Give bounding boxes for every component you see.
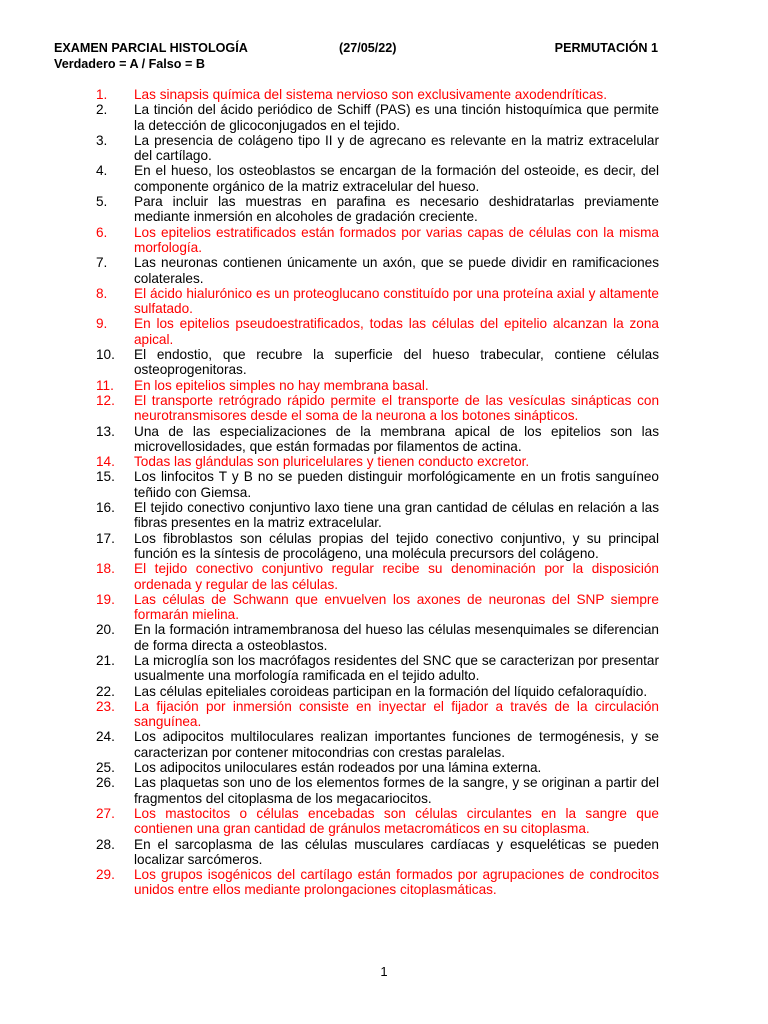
question-text: En los epitelios simples no hay membrana basal. bbox=[134, 377, 429, 393]
question-text: La microglía son los macrófagos residentes del SNC que se caracterizan por presentar usualmente una morfología ramificada en el tejido adulto. bbox=[134, 652, 659, 684]
question-item bbox=[96, 653, 659, 684]
question-number: 26. bbox=[96, 775, 115, 791]
question-number: 11. bbox=[96, 377, 114, 393]
question-text: Las neuronas contienen únicamente un axón, que se puede dividir en ramificaciones colaterales. bbox=[134, 255, 659, 286]
question-item bbox=[96, 729, 659, 760]
question-text: Los fibroblastos son células propias del tejido conectivo conjuntivo, y su principal función es la síntesis de procolágeno, una molécula precursors del colágeno. bbox=[134, 530, 659, 561]
question-number: 13. bbox=[96, 423, 115, 439]
question-text: Los linfocitos T y B no se pueden distinguir morfológicamente en un frotis sanguíneo teñido con Giemsa. bbox=[134, 469, 659, 500]
question-number: 21. bbox=[96, 652, 115, 668]
exam-header bbox=[54, 40, 658, 72]
exam-permutation: PERMUTACIÓN 1 bbox=[554, 41, 658, 55]
question-item bbox=[96, 347, 659, 378]
question-number: 29. bbox=[96, 867, 115, 883]
question-number: 10. bbox=[96, 347, 115, 363]
question-number: 9. bbox=[96, 316, 108, 332]
question-item bbox=[96, 561, 659, 592]
question-item bbox=[96, 378, 659, 393]
question-number: 28. bbox=[96, 836, 115, 852]
question-item bbox=[96, 87, 659, 102]
question-item bbox=[96, 837, 659, 868]
question-number: 27. bbox=[96, 805, 115, 821]
question-text: Los adipocitos uniloculares están rodeados por una lámina externa. bbox=[134, 760, 542, 776]
question-number: 5. bbox=[96, 194, 108, 210]
question-number: 6. bbox=[96, 224, 108, 240]
question-item bbox=[96, 163, 659, 194]
question-number: 18. bbox=[96, 561, 115, 577]
question-text: El tejido conectivo conjuntivo laxo tiene una gran cantidad de células en relación a las fibras presentes en la matriz extracelular. bbox=[134, 500, 659, 531]
question-text: En los epitelios pseudoestratificados, todas las células del epitelio alcanzan la zona apical. bbox=[134, 316, 659, 347]
question-number: 8. bbox=[96, 285, 108, 301]
question-number: 14. bbox=[96, 454, 115, 470]
question-item bbox=[96, 775, 659, 806]
question-item bbox=[96, 133, 659, 164]
question-item bbox=[96, 867, 659, 898]
question-text: La tinción del ácido periódico de Schiff (PAS) es una tinción histoquímica que permite la detección de glicoconjugados en el tejido. bbox=[134, 102, 659, 133]
question-text: Para incluir las muestras en parafina es necesario deshidratarlas previamente mediante inmersión en alcoholes de gradación creciente. bbox=[134, 194, 659, 225]
page-number: 1 bbox=[380, 964, 388, 979]
question-number: 22. bbox=[96, 683, 115, 699]
question-item bbox=[96, 760, 659, 775]
question-item bbox=[96, 316, 659, 347]
question-text: En la formación intramembranosa del hueso las células mesenquimales se diferencian de forma directa a osteoblastos. bbox=[134, 622, 659, 653]
question-number: 7. bbox=[96, 255, 108, 271]
question-item bbox=[96, 684, 659, 699]
answer-key-instructions: Verdadero = A / Falso = B bbox=[54, 57, 205, 71]
exam-date: (27/05/22) bbox=[339, 41, 397, 55]
question-text: Los epitelios estratificados están formados por varias capas de células con la misma morfología. bbox=[134, 224, 659, 255]
question-number: 15. bbox=[96, 469, 115, 485]
question-text: Los mastocitos o células encebadas son células circulantes en la sangre que contienen una gran cantidad de gránulos metacromáticos en su citoplasma. bbox=[134, 805, 659, 837]
question-text: Las plaquetas son uno de los elementos formes de la sangre, y se originan a partir del fragmentos del citoplasma de los megacariocitos. bbox=[134, 775, 659, 806]
question-text: Las sinapsis química del sistema nervioso son exclusivamente axodendríticas. bbox=[134, 87, 607, 102]
question-number: 23. bbox=[96, 698, 115, 714]
question-text: Los adipocitos multiloculares realizan importantes funciones de termogénesis, y se caracterizan por contener mitocondrias con crestas paralelas. bbox=[134, 729, 659, 760]
question-number: 24. bbox=[96, 729, 115, 745]
question-number: 1. bbox=[96, 87, 108, 102]
question-item bbox=[96, 424, 659, 455]
question-item bbox=[96, 592, 659, 623]
question-item bbox=[96, 469, 659, 500]
question-text: Una de las especializaciones de la membrana apical de los epitelios son las microvellosidades, que están formadas por filamentos de actina. bbox=[134, 423, 659, 454]
question-text: En el sarcoplasma de las células musculares cardíacas y esqueléticas se pueden localizar sarcómeros. bbox=[134, 836, 659, 867]
question-text: En el hueso, los osteoblastos se encargan de la formación del osteoide, es decir, del componente orgánico de la matriz extracelular del hueso. bbox=[134, 163, 659, 194]
question-item bbox=[96, 286, 659, 317]
question-text: El transporte retrógrado rápido permite el transporte de las vesículas sinápticas con neurotransmisores desde el soma de la neurona a los botones sinápticos. bbox=[134, 392, 659, 424]
question-number: 2. bbox=[96, 102, 108, 118]
question-item bbox=[96, 194, 659, 225]
question-item bbox=[96, 102, 659, 133]
question-item bbox=[96, 699, 659, 730]
question-item bbox=[96, 500, 659, 531]
header-bottom-row bbox=[54, 56, 658, 72]
question-text: Las células epiteliales coroideas participan en la formación del líquido cefaloraquídio. bbox=[134, 683, 648, 699]
question-text: Los grupos isogénicos del cartílago están formados por agrupaciones de condrocitos unidos entre ellos mediante prolongaciones citoplasmáticas. bbox=[134, 867, 659, 898]
exam-title: EXAMEN PARCIAL HISTOLOGÍA bbox=[54, 41, 248, 55]
question-item bbox=[96, 454, 659, 469]
question-number: 17. bbox=[96, 530, 115, 546]
question-item bbox=[96, 806, 659, 837]
question-number: 16. bbox=[96, 500, 115, 516]
question-item bbox=[96, 622, 659, 653]
question-number: 4. bbox=[96, 163, 108, 179]
question-item bbox=[96, 255, 659, 286]
question-item bbox=[96, 531, 659, 562]
question-text: El tejido conectivo conjuntivo regular recibe su denominación por la disposición ordenada y regular de las células. bbox=[134, 561, 659, 592]
question-text: El endostio, que recubre la superficie del hueso trabecular, contiene células osteoprogenitoras. bbox=[134, 347, 659, 378]
question-text: La fijación por inmersión consiste en inyectar el fijador a través de la circulación sanguínea. bbox=[134, 698, 659, 730]
header-top-row bbox=[54, 40, 658, 56]
question-item bbox=[96, 393, 659, 424]
question-list bbox=[96, 87, 659, 898]
question-text: El ácido hialurónico es un proteoglucano constituído por una proteína axial y altamente sulfatado. bbox=[134, 285, 659, 317]
question-number: 12. bbox=[96, 392, 115, 408]
question-number: 3. bbox=[96, 132, 108, 148]
question-number: 25. bbox=[96, 760, 115, 776]
question-text: Las células de Schwann que envuelven los axones de neuronas del SNP siempre formarán mielina. bbox=[134, 591, 659, 623]
question-number: 20. bbox=[96, 622, 115, 638]
question-text: La presencia de colágeno tipo II y de agrecano es relevante en la matriz extracelular del cartílago. bbox=[134, 132, 659, 164]
question-item bbox=[96, 225, 659, 256]
question-text: Todas las glándulas son pluricelulares y tienen conducto excretor. bbox=[134, 454, 530, 470]
question-number: 19. bbox=[96, 591, 115, 607]
